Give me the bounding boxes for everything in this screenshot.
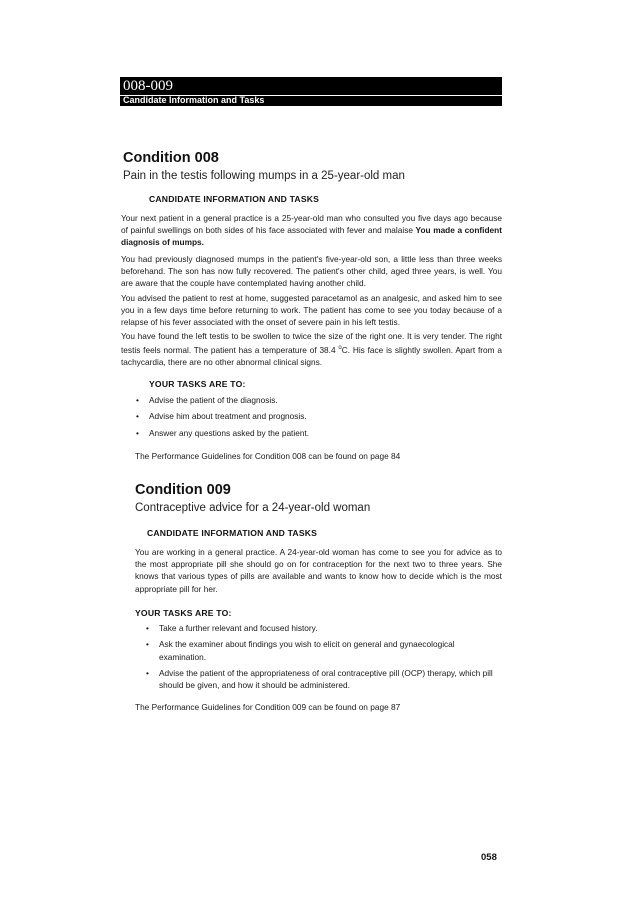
condition-008-guidelines-note: The Performance Guidelines for Condition 008 can be found on page 84	[135, 451, 401, 461]
paragraph-4-text-b: C. His face is slightly swollen. Apart from a tachycardia, there are no other abnormal clinical signs.	[121, 344, 502, 368]
header-code: 008-009	[123, 78, 173, 94]
chapter-header-bar	[120, 77, 502, 106]
task-item: • Take a further relevant and focused history.	[145, 622, 495, 634]
condition-008-task-list	[135, 394, 495, 443]
condition-008-paragraph-2: You had previously diagnosed mumps in the patient's five-year-old son, a little less than three weeks beforehand. The son has now fully recovered. The patient's other child, aged three years, is well. You are aware that the couple have contemplated having another child.	[121, 254, 502, 289]
paragraph-1-text: Your next patient in a general practice is a 25-year-old man who consulted you five days ago because of painful swellings on both sides of his face associated with fever and malaise	[121, 213, 502, 236]
header-subtitle: Candidate Information and Tasks	[123, 95, 265, 105]
task-item: • Ask the examiner about findings you wish to elicit on general and gynaecological examination.	[145, 638, 495, 662]
paragraph-1-bold: You made a confident diagnosis of mumps.	[121, 225, 502, 248]
task-item: • Advise him about treatment and prognosis.	[135, 410, 495, 422]
condition-008-tasks-heading: YOUR TASKS ARE TO:	[149, 379, 246, 389]
condition-008-paragraph-3: You advised the patient to rest at home, suggested paracetamol as an analgesic, and asked him to see you in a few days time before returning to work. The patient has come to see you today because of a relapse of his fever associated with the onset of severe pain in his left testis.	[121, 293, 502, 328]
page-number: 058	[481, 852, 497, 863]
task-item: • Advise the patient of the diagnosis.	[135, 394, 495, 406]
condition-009-info-heading: CANDIDATE INFORMATION AND TASKS	[147, 528, 318, 538]
paragraph-4-text-a: You have found the left testis to be swollen to twice the size of the right one. It is very tender. The right testis feels normal. The patient has a temperature of 38.4	[121, 331, 502, 355]
condition-009-tasks-heading: YOUR TASKS ARE TO:	[135, 608, 232, 618]
condition-009-guidelines-note: The Performance Guidelines for Condition 009 can be found on page 87	[135, 702, 401, 712]
degree-superscript: o	[338, 345, 342, 352]
condition-008-title: Condition 008	[123, 150, 219, 166]
condition-008-paragraph-4	[121, 330, 502, 368]
task-item: • Answer any questions asked by the patient.	[135, 427, 495, 439]
condition-009-task-list	[145, 622, 495, 696]
condition-008-info-heading: CANDIDATE INFORMATION AND TASKS	[149, 194, 320, 204]
condition-009-paragraph-1: You are working in a general practice. A 24-year-old woman has come to see you for advice as to the most appropriate pill she should go on for contraception for the next two to three years. She knows that various types of pills are available and wants to know how to decide which is the most appropriate pill for her.	[135, 547, 502, 594]
condition-009-title: Condition 009	[135, 482, 231, 498]
task-item: • Advise the patient of the appropriateness of oral contraceptive pill (OCP) therapy, which pill should be given, and how it should be administered.	[145, 667, 495, 691]
condition-009-subtitle: Contraceptive advice for a 24-year-old woman	[135, 502, 371, 514]
condition-008-paragraph-1	[121, 212, 502, 249]
condition-008-subtitle: Pain in the testis following mumps in a 25-year-old man	[123, 170, 405, 182]
